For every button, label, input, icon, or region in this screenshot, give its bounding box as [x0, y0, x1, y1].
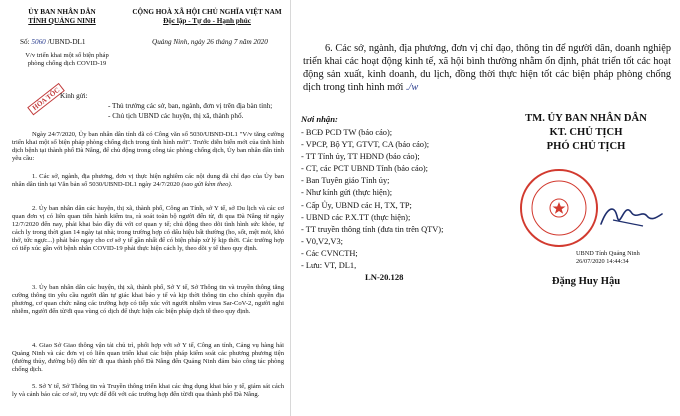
- paragraph-6-text: 6. Các sở, ngành, địa phương, đơn vị chỉ đạo, thông tin để người dân, doanh nghiệp triển khai các hoạt động kinh tế, xã hội bình thường nhằm ổn định, phát triển tốt các hoạt động sản xuất, kinh doanh, du lịch, đồng thời thực hiện tốt các biện pháp phòng chống dịch trong tình hình mới: [303, 43, 671, 93]
- recipient-item: - BCĐ PCD TW (báo cáo);: [301, 128, 393, 137]
- official-seal: [521, 170, 597, 246]
- official-seal-and-signature: [503, 160, 673, 260]
- sign-line-2: KT. CHỦ TỊCH: [549, 127, 623, 138]
- org-line-2: TỈNH QUẢNG NINH: [28, 16, 96, 25]
- paragraph-6-handwritten: ./w: [405, 82, 419, 93]
- recipient-item: - Như kính gửi (thực hiện);: [301, 188, 393, 198]
- org-line-1: ỦY BAN NHÂN DÂN: [28, 8, 96, 16]
- month: 7: [233, 38, 238, 46]
- recipient-item: - TT Tỉnh ủy, TT HĐND (báo cáo);: [301, 152, 420, 162]
- paragraph-1-text: 1. Các sở, ngành, địa phương, đơn vị thực hiện nghiêm các nội dung đã chỉ đạo của Ủy ban nhân dân tỉnh tại Văn bản số 5030/UBND-DL1 ngày 24/7/2020: [12, 173, 284, 189]
- signature-scribble: [601, 209, 662, 224]
- urgent-stamp: HỎA TỐC: [27, 83, 65, 116]
- paragraph-3: 3. Ủy ban nhân dân các huyện, thị xã, thành phố, Sở Y tế, Sở Thông tin và truyền thông tăng cường thông tin yêu cầu người dân tự giác khai báo y tế và kịp thời thông tin cho chính quyền địa phương, cơ quan chức năng các trường hợp có tiếp xúc với người nhiễm virus Sar-CoV-2, người nghi nhiễm, người đến từ/đi qua vùng có dịch để thực hiện các biện pháp dịch tễ theo quy định.: [12, 284, 284, 316]
- paragraph-6: [303, 42, 671, 94]
- signer-name: Đặng Huy Hậu: [551, 276, 621, 287]
- digital-sig-line-1: UBND Tỉnh Quảng Ninh: [576, 250, 640, 257]
- recipients-list: [301, 127, 443, 272]
- doc-subject: [6, 52, 128, 68]
- recipient-2: - Chủ tịch UBND các huyện, thị xã, thành phố.: [108, 112, 244, 120]
- paragraph-1-note: (sao gửi kèm theo).: [181, 181, 233, 189]
- doc-number: [20, 38, 86, 47]
- reference-code: LN-20.128: [365, 272, 404, 282]
- subject-line-1: V/v triển khai một số biện pháp: [25, 52, 109, 59]
- signature-tail: [613, 220, 643, 226]
- month-label: tháng: [215, 38, 233, 46]
- recipient-item: - Cấp Ủy, UBND các H, TX, TP;: [301, 200, 412, 210]
- recipient-item: - VPCP, Bộ YT, GTVT, CA (báo cáo);: [301, 140, 430, 150]
- sign-line-3: PHÓ CHỦ TỊCH: [546, 141, 626, 152]
- place-date-prefix: Quảng Ninh, ngày: [152, 38, 205, 46]
- recipient-item: - Các CVNCTH;: [301, 248, 358, 258]
- recipients-heading: Nơi nhận:: [301, 114, 338, 124]
- issuing-org: [14, 8, 110, 25]
- doc-number-handwritten: 5060: [31, 38, 46, 46]
- intro-paragraph: Ngày 24/7/2020, Ủy ban nhân dân tỉnh đã có Công văn số 5030/UBND-DL1 "V/v tăng cường triển khai một số biện pháp phòng chống dịch trong tình hình mới". Trước diễn biến mới của tình hình dịch bệnh tại thành phố Đà Nẵng, để chủ động trong công tác phòng chống dịch, Ủy ban nhân dân tỉnh yêu cầu:: [12, 131, 284, 163]
- day: 26: [206, 38, 214, 46]
- recipient-item: - Lưu: VT, DL1,: [301, 261, 357, 271]
- doc-number-suffix: /UBND-DL1: [47, 38, 86, 46]
- national-header: [124, 8, 290, 25]
- document-page-1: [0, 0, 290, 416]
- paragraph-5: 5. Sở Y tế, Sở Thông tin và Truyền thông triển khai các ứng dụng khai báo y tế, giám sát cách ly và cảnh báo các cơ sở, trụ vực để đối với các trường hợp đến từ/đi qua thành phố Đà Nẵng.: [12, 383, 284, 399]
- paragraph-2: 2. Ủy ban nhân dân các huyện, thị xã, thành phố, Công an Tỉnh, sở Y tế, sở Du lịch và các cơ quan đơn vị có liên quan tiến hành kiểm tra, rà soát toàn bộ người đến từ, đi qua Đà Nẵng từ ngày 12/7/2020 đến nay, phải khai báo đầy đủ với cơ quan y tế; chủ động theo dõi tình hình sức khỏe, tự cách ly trong thời gian 14 ngày tại nhà; trong trường hợp có dấu hiệu bất thường (ho, sốt, mệt mỏi, khó thở, tức ngực...) phải báo ngay cho cơ sở y tế gần nhất để có biện pháp xử lý kịp thời. Các trường hợp có tiếp xúc gần với bệnh nhân COVID-19 phải thực hiện cách ly, theo dõi y tế theo quy định.: [12, 205, 284, 253]
- doc-number-prefix: Số:: [20, 38, 30, 46]
- subject-line-2: phòng chống dịch COVID-19: [27, 60, 107, 67]
- paragraph-4: 4. Giao Sở Giao thông vận tải chủ trì, phối hợp với sở Y tế, Công an tỉnh, Cảng vụ hàng hải Quảng Ninh và các đơn vị có liên quan triển khai các biện pháp kiểm soát các phương phương tiện (đường thủy, đường bộ) đến từ/ đi qua thành phố Đà Nẵng đến Quảng Ninh đảm bảo công tác phòng chống dịch.: [12, 342, 284, 374]
- year-label: năm 2020: [239, 38, 268, 46]
- digital-signature-stamp: [576, 250, 640, 266]
- digital-sig-line-2: 26/07/2020 14:44:34: [576, 258, 629, 265]
- document-page-2: [290, 0, 680, 416]
- signature-block: [501, 112, 671, 154]
- recipient-item: - TT truyền thông tỉnh (đưa tin trên QTV);: [301, 224, 444, 234]
- recipients-label: Kính gửi:: [60, 92, 88, 100]
- recipient-item: - Ban Tuyên giáo Tỉnh ủy;: [301, 176, 390, 186]
- nation-line-1: CỘNG HOÀ XÃ HỘI CHỦ NGHĨA VIỆT NAM: [132, 8, 282, 16]
- sign-line-1: TM. ỦY BAN NHÂN DÂN: [525, 113, 647, 124]
- paragraph-1: [12, 173, 284, 189]
- nation-line-2: Độc lập - Tự do - Hạnh phúc: [163, 16, 251, 25]
- place-date: [152, 38, 268, 47]
- recipient-1: - Thủ trưởng các sở, ban, ngành, đơn vị trên địa bàn tỉnh;: [108, 102, 273, 110]
- recipient-item: - CT, các PCT UBND Tỉnh (báo cáo);: [301, 164, 428, 174]
- recipient-item: - V0,V2,V3;: [301, 236, 343, 246]
- recipient-item: - UBND các P.X.TT (thực hiện);: [301, 212, 411, 222]
